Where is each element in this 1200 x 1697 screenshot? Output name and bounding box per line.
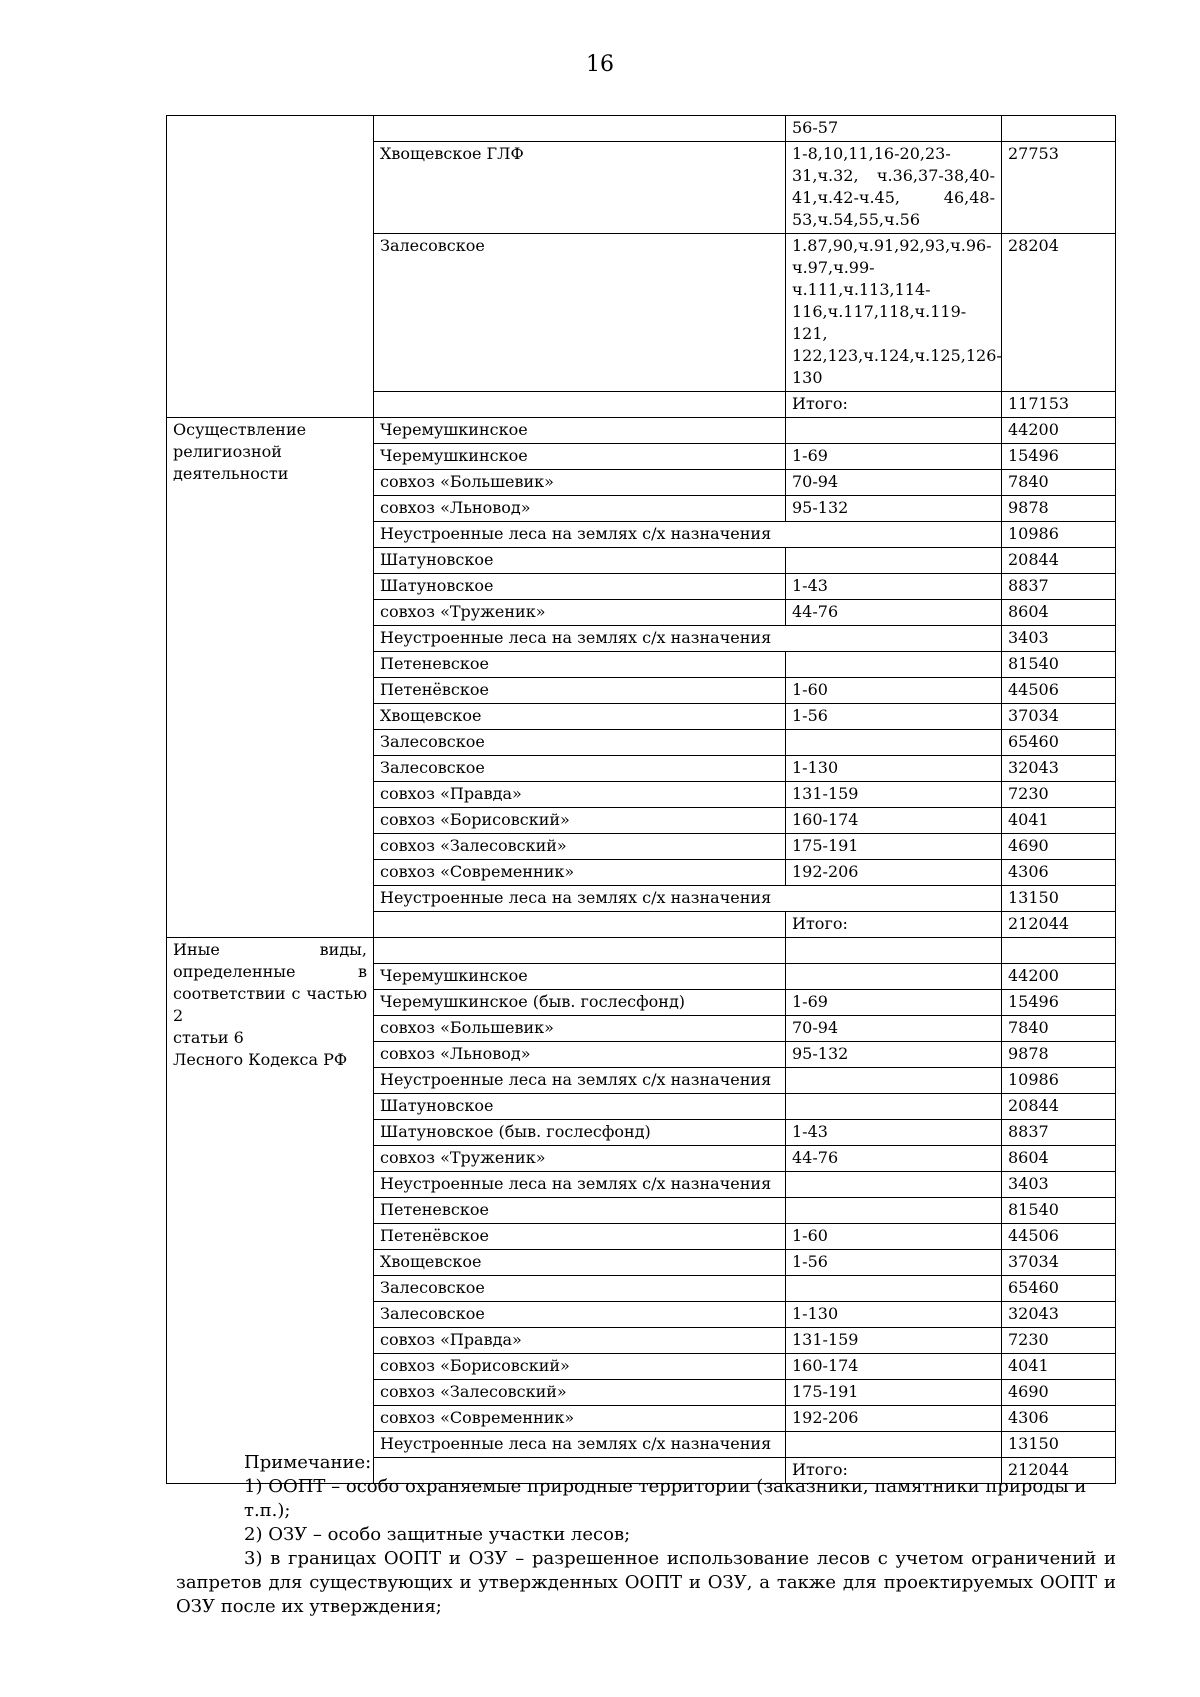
area-cell: 13150 (1002, 886, 1116, 912)
quarters-cell: 1-60 (786, 678, 1002, 704)
forestry-name: совхоз «Большевик» (374, 470, 786, 496)
area-cell: 8837 (1002, 574, 1116, 600)
area-cell: 4041 (1002, 808, 1116, 834)
forestry-name: совхоз «Труженик» (374, 600, 786, 626)
forestry-name: совхоз «Современник» (374, 860, 786, 886)
forestry-name: совхоз «Труженик» (374, 1146, 786, 1172)
forestry-name: Залесовское (374, 756, 786, 782)
area-cell: 4306 (1002, 860, 1116, 886)
forestry-name: Черемушкинское (374, 444, 786, 470)
forestry-name: Неустроенные леса на землях с/х назначения (374, 626, 1002, 652)
area-cell: 81540 (1002, 652, 1116, 678)
table-row (167, 418, 1116, 444)
quarters-cell (786, 964, 1002, 990)
quarters-cell: 1-69 (786, 990, 1002, 1016)
quarters-cell-line: 53,ч.54,55,ч.56 (792, 210, 921, 229)
forestry-name: совхоз «Правда» (374, 782, 786, 808)
forestry-name: Черемушкинское (374, 964, 786, 990)
quarters-cell: 95-132 (786, 1042, 1002, 1068)
note-item: 2) ОЗУ – особо защитные участки лесов; (244, 1524, 631, 1545)
category-title-line: статьи 6 (173, 1028, 244, 1047)
area-cell (1002, 938, 1116, 964)
area-cell: 65460 (1002, 1276, 1116, 1302)
quarters-cell (786, 142, 1002, 234)
quarters-cell (786, 1198, 1002, 1224)
forestry-name: совхоз «Залесовский» (374, 834, 786, 860)
area-cell: 10986 (1002, 522, 1116, 548)
area-cell: 8604 (1002, 1146, 1116, 1172)
category-title-line: Лесного Кодекса РФ (173, 1050, 348, 1069)
category-cell (167, 418, 374, 938)
quarters-cell: 1-130 (786, 1302, 1002, 1328)
quarters-cell (786, 1172, 1002, 1198)
area-cell: 44506 (1002, 1224, 1116, 1250)
quarters-cell (786, 1276, 1002, 1302)
quarters-cell-line: 116,ч.117,118,ч.119-121, (792, 302, 967, 343)
quarters-cell: 175-191 (786, 834, 1002, 860)
forestry-name: совхоз «Борисовский» (374, 808, 786, 834)
quarters-cell-line: 41,ч.42-ч.45, 46,48- (792, 188, 995, 207)
forestry-name: Залесовское (374, 1302, 786, 1328)
forestry-name (374, 938, 786, 964)
area-cell: 10986 (1002, 1068, 1116, 1094)
forestry-name: Шатуновское (374, 548, 786, 574)
area-cell: 4690 (1002, 1380, 1116, 1406)
quarters-cell (786, 418, 1002, 444)
quarters-cell (786, 1068, 1002, 1094)
area-cell: 65460 (1002, 730, 1116, 756)
category-title-line: Иные виды, (173, 940, 367, 959)
area-cell: 81540 (1002, 1198, 1116, 1224)
forestry-name: совхоз «Залесовский» (374, 1380, 786, 1406)
forestry-name: Неустроенные леса на землях с/х назначения (374, 1068, 786, 1094)
forestry-name: Залесовское (374, 1276, 786, 1302)
quarters-cell (786, 938, 1002, 964)
quarters-cell: 95-132 (786, 496, 1002, 522)
page-number: 16 (586, 52, 614, 77)
quarters-cell-line: 1-8,10,11,16-20,23- (792, 144, 951, 163)
quarters-cell: 44-76 (786, 600, 1002, 626)
notes-block (176, 1451, 1116, 1619)
area-cell: 4690 (1002, 834, 1116, 860)
forestry-name: Неустроенные леса на землях с/х назначения (374, 1432, 786, 1458)
quarters-cell: 192-206 (786, 860, 1002, 886)
area-cell: 13150 (1002, 1432, 1116, 1458)
category-cell (167, 938, 374, 1484)
forestry-name: Черемушкинское (374, 418, 786, 444)
area-cell: 15496 (1002, 444, 1116, 470)
quarters-cell-line: 122,123,ч.124,ч.125,126- (792, 346, 1002, 365)
area-cell (1002, 116, 1116, 142)
empty-cell (374, 392, 786, 418)
area-cell: 27753 (1002, 142, 1116, 234)
forestry-name: Петенёвское (374, 678, 786, 704)
area-cell: 9878 (1002, 1042, 1116, 1068)
total-label: Итого: (786, 912, 1002, 938)
quarters-cell-line: 31,ч.32, ч.36,37-38,40- (792, 166, 995, 185)
area-cell: 4306 (1002, 1406, 1116, 1432)
forestry-name: Шатуновское (374, 574, 786, 600)
category-title-line: деятельности (173, 464, 289, 483)
area-cell: 32043 (1002, 1302, 1116, 1328)
total-value: 212044 (1002, 1458, 1116, 1484)
quarters-cell (786, 730, 1002, 756)
forestry-name: Залесовское (374, 730, 786, 756)
quarters-cell: 70-94 (786, 470, 1002, 496)
area-cell: 4041 (1002, 1354, 1116, 1380)
quarters-cell: 131-159 (786, 1328, 1002, 1354)
quarters-cell (786, 1094, 1002, 1120)
area-cell: 44200 (1002, 418, 1116, 444)
area-cell: 7840 (1002, 1016, 1116, 1042)
quarters-cell (786, 548, 1002, 574)
forestry-name: Шатуновское (374, 1094, 786, 1120)
forest-use-table (166, 115, 1116, 1484)
area-cell: 9878 (1002, 496, 1116, 522)
area-cell: 37034 (1002, 704, 1116, 730)
quarters-cell: 1-43 (786, 574, 1002, 600)
forestry-name: Залесовское (374, 234, 786, 392)
quarters-cell: 192-206 (786, 1406, 1002, 1432)
forestry-name: совхоз «Правда» (374, 1328, 786, 1354)
forestry-name: совхоз «Борисовский» (374, 1354, 786, 1380)
quarters-cell: 56-57 (786, 116, 1002, 142)
quarters-cell: 1-43 (786, 1120, 1002, 1146)
forestry-name: Черемушкинское (быв. гослесфонд) (374, 990, 786, 1016)
forestry-name: совхоз «Современник» (374, 1406, 786, 1432)
forestry-name: Петенёвское (374, 1224, 786, 1250)
category-cell (167, 116, 374, 418)
area-cell: 3403 (1002, 1172, 1116, 1198)
area-cell: 28204 (1002, 234, 1116, 392)
total-value: 212044 (1002, 912, 1116, 938)
quarters-cell: 70-94 (786, 1016, 1002, 1042)
quarters-cell-line: ч.97,ч.99-ч.111,ч.113,114- (792, 258, 931, 299)
quarters-cell: 1-60 (786, 1224, 1002, 1250)
total-label: Итого: (786, 1458, 1002, 1484)
forestry-name: Хвощевское (374, 1250, 786, 1276)
area-cell: 44506 (1002, 678, 1116, 704)
quarters-cell: 44-76 (786, 1146, 1002, 1172)
quarters-cell-line: 1.87,90,ч.91,92,93,ч.96- (792, 236, 992, 255)
table-row (167, 116, 1116, 142)
category-title-line: религиозной (173, 442, 282, 461)
area-cell: 20844 (1002, 1094, 1116, 1120)
quarters-cell-line: 130 (792, 368, 823, 387)
forestry-name: Петеневское (374, 1198, 786, 1224)
table-row (167, 938, 1116, 964)
quarters-cell: 131-159 (786, 782, 1002, 808)
note-item: 3) в границах ООПТ и ОЗУ – разрешенное использование лесов с учетом ограничений и запретов для существующих и утвержденных ООПТ и ОЗУ, а также для проектируемых ООПТ и ОЗУ после их утверждения; (176, 1548, 1116, 1617)
empty-cell (374, 912, 786, 938)
forestry-name: Шатуновское (быв. гослесфонд) (374, 1120, 786, 1146)
forestry-name: Неустроенные леса на землях с/х назначения (374, 886, 1002, 912)
forestry-name: Неустроенные леса на землях с/х назначения (374, 1172, 786, 1198)
area-cell: 37034 (1002, 1250, 1116, 1276)
category-title-line: Осуществление (173, 420, 307, 439)
area-cell: 7230 (1002, 782, 1116, 808)
notes-heading: Примечание: (244, 1452, 372, 1473)
note-item: 1) ООПТ – особо охраняемые природные территории (заказники, памятники природы и т.п.); (244, 1476, 1087, 1521)
forestry-name (374, 116, 786, 142)
area-cell: 20844 (1002, 548, 1116, 574)
quarters-cell: 1-69 (786, 444, 1002, 470)
forestry-name: совхоз «Большевик» (374, 1016, 786, 1042)
quarters-cell: 175-191 (786, 1380, 1002, 1406)
quarters-cell (786, 234, 1002, 392)
area-cell: 3403 (1002, 626, 1116, 652)
area-cell: 15496 (1002, 990, 1116, 1016)
quarters-cell: 1-130 (786, 756, 1002, 782)
forestry-name: Хвощевское (374, 704, 786, 730)
quarters-cell: 160-174 (786, 808, 1002, 834)
forestry-name: Неустроенные леса на землях с/х назначения (374, 522, 1002, 548)
area-cell: 8837 (1002, 1120, 1116, 1146)
quarters-cell: 1-56 (786, 1250, 1002, 1276)
area-cell: 7230 (1002, 1328, 1116, 1354)
forestry-name: совхоз «Льновод» (374, 496, 786, 522)
quarters-cell (786, 652, 1002, 678)
quarters-cell: 160-174 (786, 1354, 1002, 1380)
total-value: 117153 (1002, 392, 1116, 418)
forestry-name: совхоз «Льновод» (374, 1042, 786, 1068)
quarters-cell: 1-56 (786, 704, 1002, 730)
area-cell: 32043 (1002, 756, 1116, 782)
category-title-line: соответствии с частью 2 (173, 984, 367, 1025)
forestry-name: Петеневское (374, 652, 786, 678)
area-cell: 7840 (1002, 470, 1116, 496)
area-cell: 44200 (1002, 964, 1116, 990)
total-label: Итого: (786, 392, 1002, 418)
forestry-name: Хвощевское ГЛФ (374, 142, 786, 234)
area-cell: 8604 (1002, 600, 1116, 626)
category-title-line: определенные в (173, 962, 367, 981)
